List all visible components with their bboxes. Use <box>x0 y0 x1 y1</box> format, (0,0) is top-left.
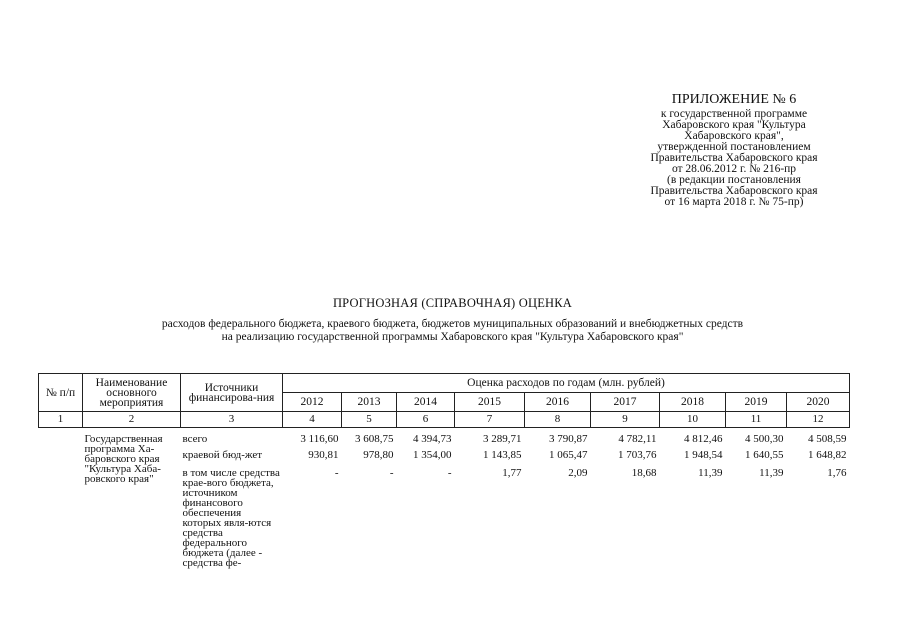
year-cell: 2018 <box>660 393 726 412</box>
appendix-line: Правительства Хабаровского края <box>650 185 818 197</box>
value-cell: - <box>334 467 339 479</box>
appendix-line: Правительства Хабаровского края <box>650 152 818 164</box>
appendix-line: от 16 марта 2018 г. № 75-пр) <box>664 196 804 208</box>
column-number: 8 <box>525 412 591 428</box>
document-title: ПРОГНОЗНАЯ (СПРАВОЧНАЯ) ОЦЕНКА <box>332 296 573 310</box>
source-cell: всего <box>182 433 208 445</box>
value-cell: 4 508,59 <box>808 433 847 445</box>
year-cell: 2016 <box>525 393 591 412</box>
program-name: Государственная программа Ха-баровского края "Культура Хаба-ровского края" <box>84 433 163 485</box>
value-cell: - <box>389 467 394 479</box>
column-number: 5 <box>342 412 397 428</box>
column-number: 4 <box>283 412 342 428</box>
expense-table <box>38 373 850 568</box>
value-cell: 1 354,00 <box>413 449 452 461</box>
column-number: 1 <box>39 412 83 428</box>
value-cell: 930,81 <box>308 449 339 461</box>
year-cell: 2020 <box>787 393 850 412</box>
column-number: 2 <box>83 412 181 428</box>
source-cell: краевой бюд-жет <box>182 449 263 461</box>
header-name: Наименование основного мероприятия <box>83 374 181 412</box>
table-row <box>39 428 850 445</box>
year-cell: 2012 <box>283 393 342 412</box>
value-cell: 1 065,47 <box>549 449 588 461</box>
appendix-line: (в редакции постановления <box>667 174 801 186</box>
column-number: 10 <box>660 412 726 428</box>
value-cell: 18,68 <box>631 467 657 479</box>
appendix-line: Хабаровского края "Культура <box>662 119 806 131</box>
header-num: № п/п <box>39 374 83 412</box>
column-number: 7 <box>455 412 525 428</box>
value-cell: 1,76 <box>827 467 847 479</box>
year-cell: 2014 <box>397 393 455 412</box>
source-cell: в том числе средства крае-вого бюджета, источником финансового обеспечения которых явля-ются средства федерального бюджета (далее - средства фе- <box>182 467 280 569</box>
appendix-line: к государственной программе <box>660 108 808 120</box>
value-cell: 1 648,82 <box>808 449 847 461</box>
value-cell: 11,39 <box>759 467 784 479</box>
value-cell: 3 790,87 <box>549 433 588 445</box>
row-number <box>39 444 83 460</box>
value-cell: 3 608,75 <box>355 433 394 445</box>
header-source: Источники финансирова-ния <box>181 374 283 412</box>
value-cell: 11,39 <box>698 467 723 479</box>
appendix-line: Хабаровского края", <box>684 130 784 142</box>
value-cell: 3 116,60 <box>300 433 339 445</box>
value-cell: 978,80 <box>363 449 394 461</box>
appendix-title: ПРИЛОЖЕНИЕ № 6 <box>671 92 797 107</box>
value-cell: 1 948,54 <box>684 449 723 461</box>
year-cell: 2015 <box>455 393 525 412</box>
subtitle-line-2: на реализацию государственной программы Хабаровского края "Культура Хабаровского края" <box>221 331 684 343</box>
column-number: 12 <box>787 412 850 428</box>
row-number <box>39 428 83 445</box>
value-cell: - <box>447 467 452 479</box>
column-number: 9 <box>591 412 660 428</box>
value-cell: 4 782,11 <box>618 433 657 445</box>
year-cell: 2013 <box>342 393 397 412</box>
year-cell: 2017 <box>591 393 660 412</box>
appendix-line: утвержденной постановлением <box>657 141 811 153</box>
appendix-block <box>600 92 868 208</box>
header-estimate: Оценка расходов по годам (млн. рублей) <box>283 374 850 393</box>
year-cell: 2019 <box>726 393 787 412</box>
row-number <box>39 460 83 568</box>
appendix-line: от 28.06.2012 г. № 216-пр <box>671 163 797 175</box>
value-cell: 1 143,85 <box>483 449 522 461</box>
subtitle-line-1: расходов федерального бюджета, краевого бюджета, бюджетов муниципальных образований и внебюджетных средств <box>161 318 744 330</box>
value-cell: 3 289,71 <box>483 433 522 445</box>
value-cell: 1 640,55 <box>745 449 784 461</box>
column-number: 11 <box>726 412 787 428</box>
value-cell: 4 812,46 <box>684 433 723 445</box>
value-cell: 1,77 <box>502 467 522 479</box>
column-number: 6 <box>397 412 455 428</box>
value-cell: 1 703,76 <box>618 449 657 461</box>
value-cell: 4 394,73 <box>413 433 452 445</box>
value-cell: 2,09 <box>568 467 588 479</box>
value-cell: 4 500,30 <box>745 433 784 445</box>
document-subtitle <box>0 318 905 344</box>
column-number: 3 <box>181 412 283 428</box>
